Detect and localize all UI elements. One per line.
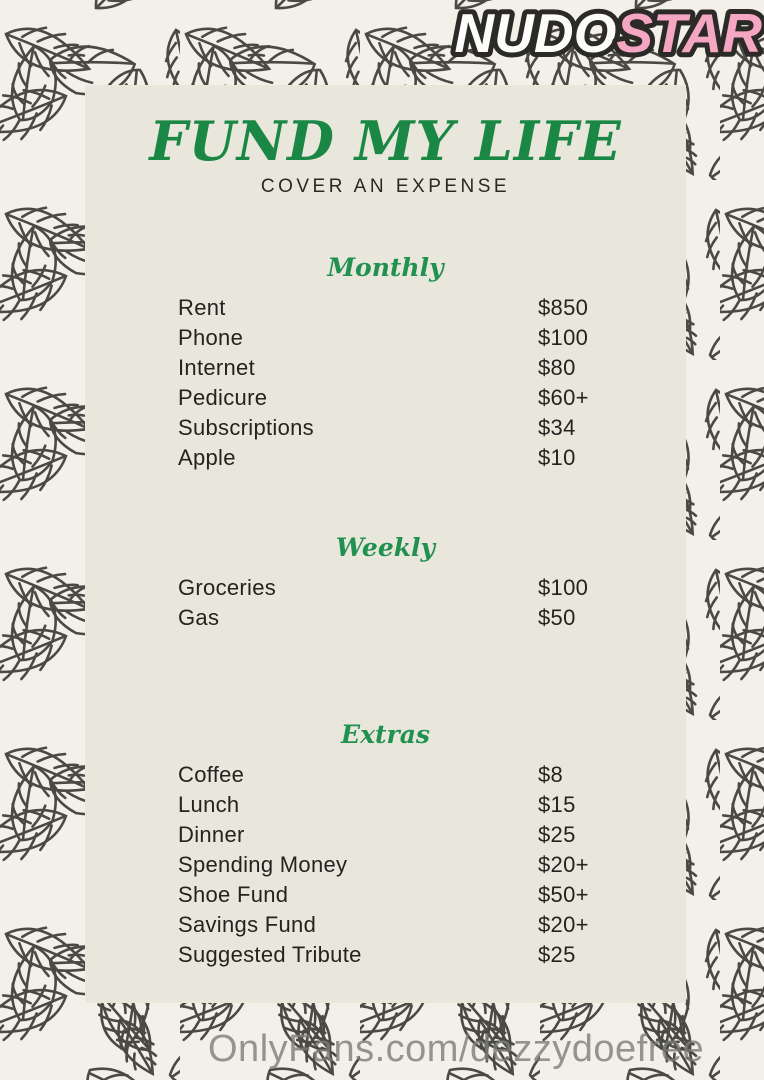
expense-label: Groceries — [178, 575, 277, 600]
expense-label: Internet — [178, 355, 256, 380]
expense-label: Suggested Tribute — [178, 942, 362, 967]
expense-row — [85, 383, 686, 413]
svg-text:NUDOSTAR — [454, 2, 762, 64]
expense-row — [85, 850, 686, 880]
expense-amount: $100 — [538, 575, 589, 600]
expense-section — [85, 253, 686, 473]
expense-row — [85, 820, 686, 850]
expense-label: Pedicure — [178, 385, 268, 410]
expense-row — [85, 443, 686, 473]
page-title: FUND MY LIFE — [149, 109, 622, 173]
expense-label: Shoe Fund — [178, 882, 289, 907]
expense-amount: $50+ — [538, 882, 589, 907]
expense-label: Lunch — [178, 792, 240, 817]
expense-row — [85, 760, 686, 790]
logo-text-star: STAR — [616, 2, 762, 64]
expense-card — [85, 85, 686, 1003]
page-subtitle: COVER AN EXPENSE — [260, 176, 511, 197]
expense-label: Apple — [178, 445, 236, 470]
expense-label: Coffee — [178, 762, 245, 787]
expense-label: Subscriptions — [178, 415, 314, 440]
section-heading: Extras — [341, 720, 430, 749]
expense-section — [85, 533, 686, 633]
expense-section — [85, 720, 686, 970]
expense-row — [85, 940, 686, 970]
logo-text-nudo: NUDO — [454, 2, 617, 64]
expense-sections — [85, 253, 686, 970]
expense-amount: $60+ — [538, 385, 589, 410]
expense-amount: $80 — [538, 355, 576, 380]
expense-amount: $10 — [538, 445, 576, 470]
expense-row — [85, 790, 686, 820]
expense-label: Gas — [178, 605, 220, 630]
expense-amount: $100 — [538, 325, 589, 350]
section-heading: Monthly — [327, 253, 444, 282]
expense-label: Spending Money — [178, 852, 348, 877]
expense-amount: $25 — [538, 942, 576, 967]
expense-label: Phone — [178, 325, 244, 350]
expense-row — [85, 353, 686, 383]
expense-row — [85, 573, 686, 603]
expense-row — [85, 413, 686, 443]
expense-amount: $850 — [538, 295, 589, 320]
expense-label: Rent — [178, 295, 226, 320]
expense-amount: $20+ — [538, 912, 589, 937]
expense-label: Dinner — [178, 822, 245, 847]
expense-amount: $25 — [538, 822, 576, 847]
expense-amount: $20+ — [538, 852, 589, 877]
expense-amount: $34 — [538, 415, 576, 440]
expense-row — [85, 880, 686, 910]
expense-row — [85, 293, 686, 323]
expense-row — [85, 323, 686, 353]
expense-row — [85, 910, 686, 940]
expense-label: Savings Fund — [178, 912, 317, 937]
onlyfans-watermark: OnlyFans.com/dezzydoefree — [208, 1028, 705, 1070]
expense-amount: $8 — [538, 762, 564, 787]
expense-row — [85, 603, 686, 633]
section-heading: Weekly — [335, 533, 436, 562]
nudostar-logo — [432, 2, 764, 66]
expense-amount: $50 — [538, 605, 576, 630]
expense-amount: $15 — [538, 792, 576, 817]
